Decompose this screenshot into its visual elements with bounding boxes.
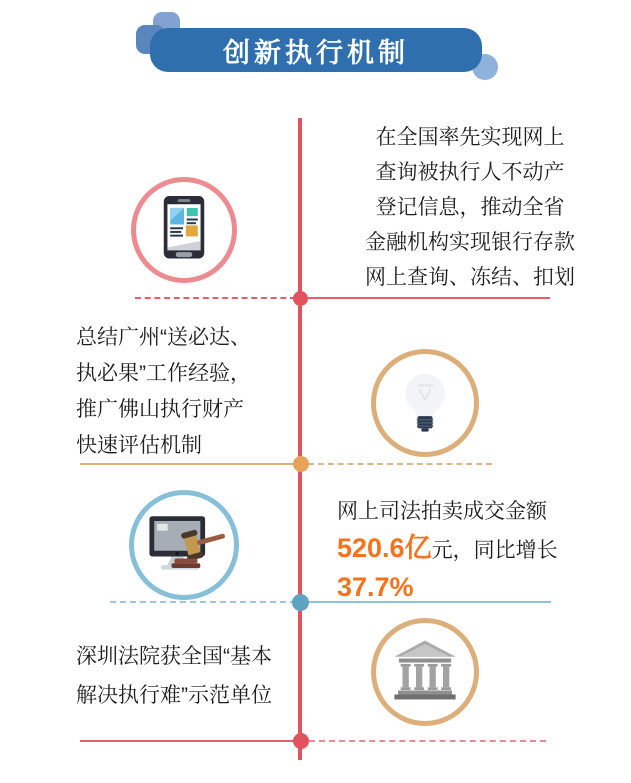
section-3-icon-circle <box>129 490 239 600</box>
divider-4-dot <box>293 733 309 749</box>
text-line <box>337 569 609 608</box>
amount-suffix: 元，同比增长 <box>431 539 558 562</box>
section-1-text <box>323 120 617 295</box>
divider-2-right-dashed <box>308 463 492 465</box>
text-line: 快速评估机制 <box>76 434 202 457</box>
section-3-text <box>337 494 609 608</box>
section-4-text <box>76 637 356 715</box>
page-title-label: 创新执行机制 <box>223 37 409 68</box>
text-line: 网上司法拍卖成交金额 <box>337 500 547 523</box>
growth-highlight: 37.7% <box>337 572 414 602</box>
divider-1-left-dashed <box>135 297 296 299</box>
auction-computer-icon <box>136 497 232 593</box>
courthouse-icon <box>380 627 470 717</box>
section-4-icon-circle <box>371 618 479 726</box>
text-line: 总结广州“送必达、 <box>76 326 251 349</box>
page-title <box>150 28 482 72</box>
section-1-icon-circle <box>131 177 237 283</box>
text-line: 执必果”工作经验， <box>76 362 251 385</box>
text-line: 查询被执行人不动产 <box>375 161 565 184</box>
text-line <box>337 530 609 569</box>
divider-3-dot <box>292 594 309 611</box>
divider-2-dot <box>293 456 309 472</box>
text-line: 登记信息，推动全省 <box>375 196 565 219</box>
divider-1-right-solid <box>306 297 550 299</box>
text-line: 解决执行难”示范单位 <box>76 684 272 707</box>
section-2-text <box>76 320 326 464</box>
divider-4-left-solid <box>80 740 297 742</box>
amount-highlight: 520.6亿 <box>337 533 432 563</box>
text-line: 网上查询、冻结、扣划 <box>365 266 575 289</box>
text-line: 推广佛山执行财产 <box>76 398 244 421</box>
lightbulb-icon <box>378 356 472 450</box>
text-line: 在全国率先实现网上 <box>375 126 565 149</box>
divider-4-right-dashed <box>309 740 546 742</box>
text-line: 金融机构实现银行存款 <box>365 231 575 254</box>
text-line: 深圳法院获全国“基本 <box>76 645 272 668</box>
divider-1-dot <box>293 291 308 306</box>
divider-3-left-dashed <box>110 601 296 603</box>
smartphone-icon <box>138 184 230 276</box>
section-2-icon-circle <box>371 349 479 457</box>
